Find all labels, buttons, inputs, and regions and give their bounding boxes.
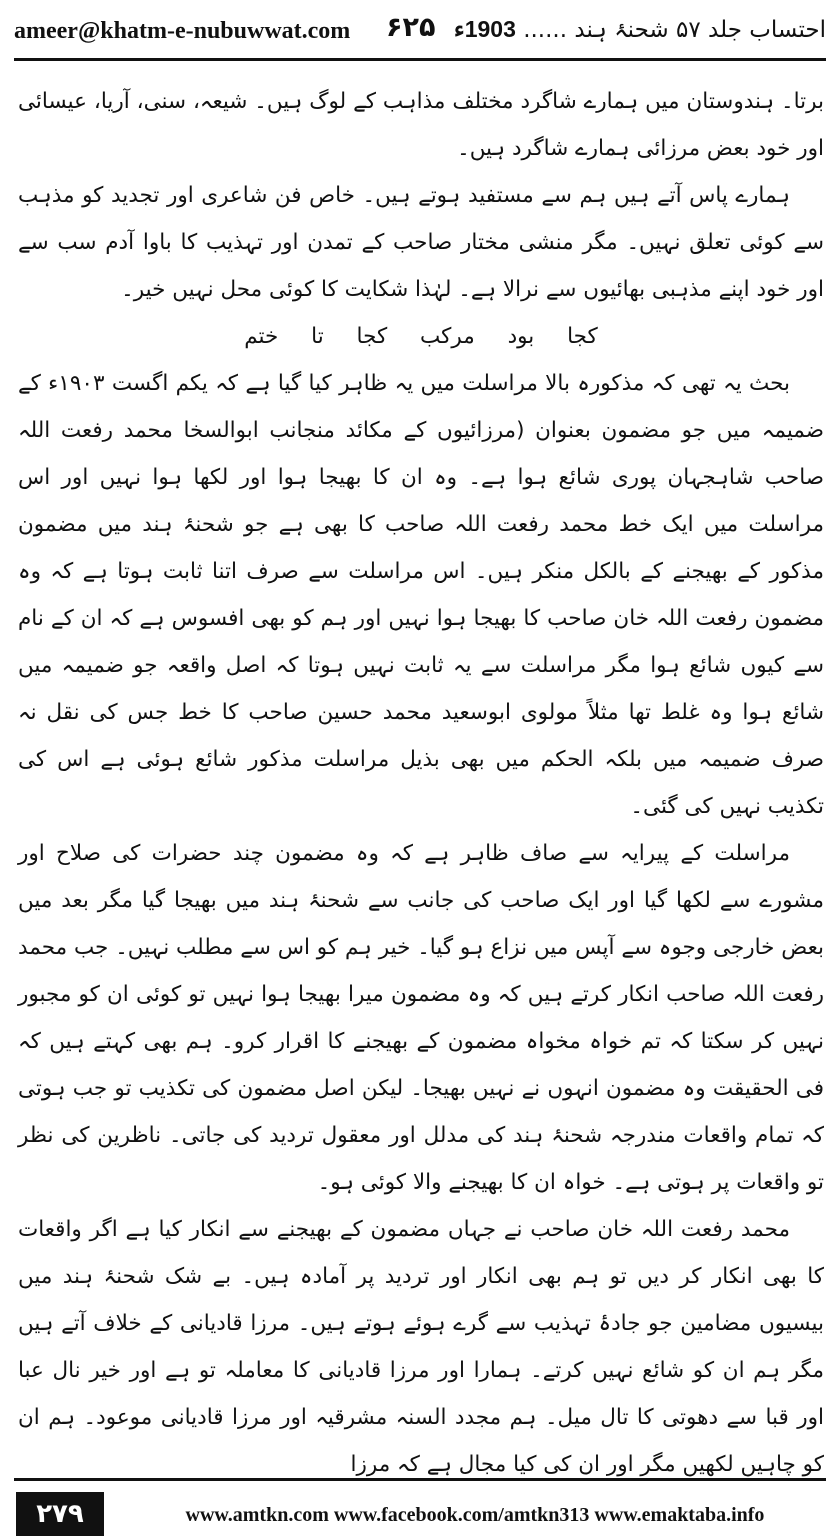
- page-header: [0, 0, 840, 58]
- paragraph-1: برتا۔ ہندوستان میں ہمارے شاگرد مختلف مذاہب کے لوگ ہیں۔ شیعہ، سنی، آریا، عیسائی اور خود بعض مرزائی ہمارے شاگرد ہیں۔: [18, 89, 824, 161]
- header-rule: [14, 58, 826, 61]
- header-title-text: احتساب جلد ۵۷ شحنۂ ہند ......: [523, 17, 826, 43]
- footer-rule: [14, 1478, 826, 1481]
- header-email[interactable]: ameer@khatm-e-nubuwwat.com: [14, 18, 351, 44]
- paragraph-3: بحث یہ تھی کہ مذکورہ بالا مراسلت میں یہ ظاہر کیا گیا ہے کہ یکم اگست ۱۹۰۳ء کے ضمیمہ میں جو مضمون بعنوان (مرزائیوں کے مکائد منجانب ابوالسخا محمد رفعت اللہ صاحب شاہجہان پوری شائع ہوا ہے۔ وہ ان کا بھیجا ہوا اور لکھا ہوا نہیں اور اس مراسلت میں ایک خط محمد رفعت اللہ صاحب کا بھی ہے جو شحنۂ ہند میں مضمون مذکور کے بھیجنے کے بالکل منکر ہیں۔ اس مراسلت سے صرف اتنا ثابت ہوتا ہے کہ وہ مضمون رفعت اللہ خان صاحب کا بھیجا ہوا نہیں اور ہم کو بھی افسوس ہے کہ ان کے نام سے کیوں شائع ہوا مگر مراسلت سے یہ ثابت نہیں ہوتا کہ اصل واقعہ جو ضمیمہ میں شائع ہوا وہ غلط تھا مثلاً مولوی ابوسعید محمد حسین صاحب کا خط جس کی نقل نہ صرف ضمیمہ میں بلکہ الحکم میں بھی بذیل مراسلت مذکور شائع ہوئی ہے اس کی تکذیب نہیں کی گئی۔: [18, 371, 824, 819]
- verse-line: کجا بود مرکب کجا تا ختم: [244, 324, 598, 349]
- page-footer: [0, 1478, 840, 1540]
- footer-links[interactable]: www.amtkn.com www.facebook.com/amtkn313 www.emaktaba.info: [185, 1504, 765, 1526]
- paragraph-2: ہمارے پاس آتے ہیں ہم سے مستفید ہوتے ہیں۔ خاص فن شاعری اور تجدید کو مذہب سے کوئی تعلق نہیں۔ مگر منشی مختار صاحب کے تمدن اور تہذیب کا باوا آدم سب سے اور خود اپنے مذہبی بھائیوں سے نرالا ہے۔ لہٰذا شکایت کا کوئی محل نہیں خیر۔: [18, 183, 824, 302]
- footer-page-number: ۲۷۹: [16, 1492, 104, 1536]
- paragraph-4: مراسلت کے پیرایہ سے صاف ظاہر ہے کہ وہ مضمون چند حضرات کی صلاح اور مشورے سے لکھا گیا اور ایک صاحب کی جانب سے شحنۂ ہند میں بھیجا گیا مگر بعد میں بعض خارجی وجوہ سے آپس میں نزاع ہو گیا۔ خیر ہم کو اس سے مطلب نہیں۔ جب محمد رفعت اللہ صاحب انکار کرتے ہیں کہ وہ مضمون میرا بھیجا ہوا نہیں تو کوئی ان کو مجبور نہیں کر سکتا کہ تم خواہ مخواہ مضمون کے بھیجنے کا اقرار کرو۔ ہم بھی کہتے ہیں کہ فی الحقیقت وہ مضمون انہوں نے نہیں بھیجا۔ لیکن اصل مضمون کی تکذیب تو جب ہوتی کہ تمام واقعات مندرجہ شحنۂ ہند کی مدلل اور معقول تردید کی جاتی۔ ناظرین کی نظر تو واقعات پر ہوتی ہے۔ خواہ ان کا بھیجنے والا کوئی ہو۔: [18, 841, 824, 1195]
- header-year: 1903ء: [453, 16, 516, 42]
- paragraph-5: محمد رفعت اللہ خان صاحب نے جہاں مضمون کے بھیجنے سے انکار کیا ہے اگر واقعات کا بھی انکار کر دیں تو ہم بھی انکار اور تردید پر آمادہ ہیں۔ بے شک شحنۂ ہند میں بیسیوں مضامین جو جادۂ تہذیب سے گرے ہوئے ہوتے ہیں۔ مرزا قادیانی کے خلاف آتے ہیں مگر ہم ان کو شائع نہیں کرتے۔ ہمارا اور مرزا قادیانی کا معاملہ تو ہے اور خیر نال عبا اور قبا سے دھوتی کا تال میل۔ ہم مجدد السنہ مشرقیہ اور مرزا قادیانی موعود۔ ہم ان کو چاہیں لکھیں مگر اور ان کی کیا مجال ہے کہ مرزا: [18, 1217, 824, 1477]
- header-title: [454, 16, 826, 43]
- header-page-number: ۶۲۵: [386, 12, 436, 43]
- page-body: [18, 78, 824, 1477]
